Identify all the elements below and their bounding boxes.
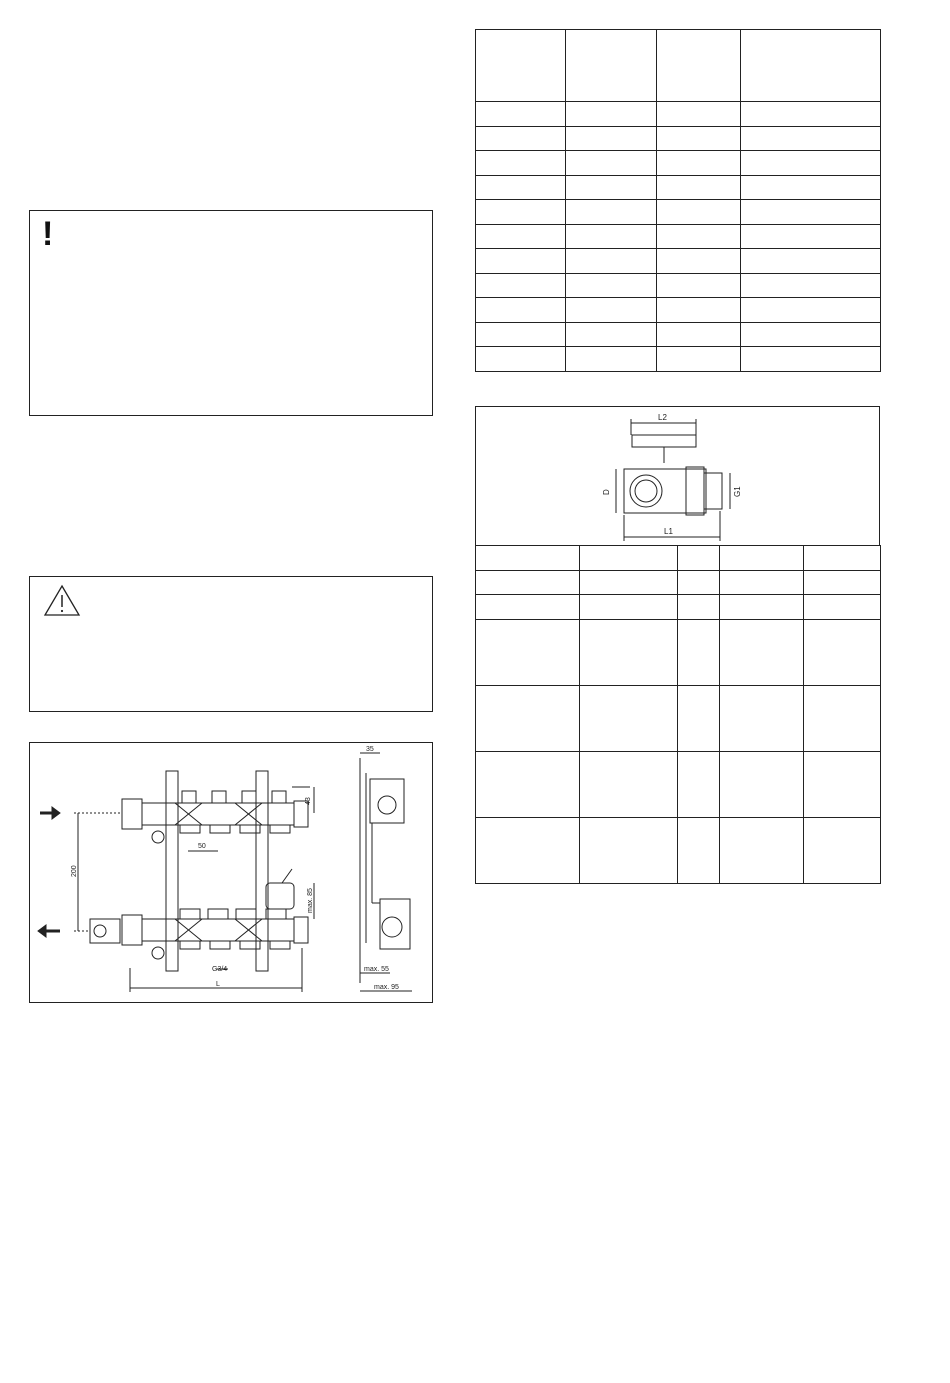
table-cell <box>657 175 741 200</box>
dim-depth-top: 35 <box>366 746 374 753</box>
table-cell <box>804 817 881 883</box>
table-cell <box>804 595 881 620</box>
table-cell <box>476 751 580 817</box>
table-cell <box>476 817 580 883</box>
table-row <box>476 298 881 323</box>
valve-label-l2: L2 <box>658 413 667 422</box>
table-cell <box>566 175 657 200</box>
table-row <box>476 200 881 225</box>
table-cell <box>741 347 881 372</box>
table-cell <box>657 151 741 176</box>
table-row <box>476 751 881 817</box>
table-cell <box>476 151 566 176</box>
table-row <box>476 546 881 571</box>
table-cell <box>566 200 657 225</box>
table-cell <box>741 200 881 225</box>
table-cell <box>476 200 566 225</box>
table-cell <box>741 30 881 102</box>
table-cell <box>720 817 804 883</box>
table-cell <box>566 322 657 347</box>
table-cell <box>720 595 804 620</box>
valve-label-l1: L1 <box>664 527 673 536</box>
table-cell <box>580 751 678 817</box>
dim-actuator: max. 85 <box>307 888 314 913</box>
table-cell <box>476 298 566 323</box>
table-cell <box>566 224 657 249</box>
table-cell <box>476 546 580 571</box>
table-cell <box>804 570 881 595</box>
table-cell <box>566 30 657 102</box>
table-cell <box>566 298 657 323</box>
table-cell <box>566 273 657 298</box>
table-cell <box>476 273 566 298</box>
table-cell <box>657 224 741 249</box>
table-cell <box>476 102 566 127</box>
table-cell <box>476 347 566 372</box>
table-cell <box>476 126 566 151</box>
table-cell <box>476 30 566 102</box>
table-row <box>476 570 881 595</box>
table-cell <box>566 151 657 176</box>
notice-box <box>29 210 433 416</box>
table-cell <box>741 249 881 274</box>
table-row <box>476 619 881 685</box>
table-cell <box>678 570 720 595</box>
table-row <box>476 595 881 620</box>
table-cell <box>720 685 804 751</box>
table-cell <box>804 619 881 685</box>
table-cell <box>804 685 881 751</box>
table-cell <box>678 619 720 685</box>
dim-height: 200 <box>71 865 78 877</box>
table-cell <box>720 546 804 571</box>
table-cell <box>678 751 720 817</box>
table-cell <box>804 546 881 571</box>
table-row <box>476 817 881 883</box>
table-cell <box>476 570 580 595</box>
flow-arrow-left-icon <box>38 925 60 937</box>
dim-thread: G3/4 <box>212 966 228 973</box>
dim-top-right: 43 <box>305 797 312 805</box>
table-cell <box>476 595 580 620</box>
table-cell <box>580 817 678 883</box>
table-cell <box>580 570 678 595</box>
table-cell <box>476 175 566 200</box>
table-cell <box>657 273 741 298</box>
table-cell <box>657 102 741 127</box>
table-cell <box>580 595 678 620</box>
table-cell <box>678 817 720 883</box>
table-cell <box>476 619 580 685</box>
table-cell <box>476 685 580 751</box>
exclamation-icon: ! <box>42 215 54 253</box>
table-cell <box>678 685 720 751</box>
valve-svg <box>476 407 879 545</box>
dim-spacing: 50 <box>198 843 206 850</box>
valve-drawing <box>475 406 880 546</box>
table-cell <box>476 249 566 274</box>
table-cell <box>741 298 881 323</box>
table-row <box>476 175 881 200</box>
table-cell <box>566 249 657 274</box>
table-cell <box>720 751 804 817</box>
table-bottom <box>475 545 881 884</box>
table-cell <box>741 273 881 298</box>
table-cell <box>657 126 741 151</box>
table-cell <box>476 224 566 249</box>
table-row <box>476 224 881 249</box>
table-row <box>476 126 881 151</box>
table-cell <box>580 546 678 571</box>
table-cell <box>566 102 657 127</box>
table-cell <box>741 224 881 249</box>
table-cell <box>580 685 678 751</box>
table-cell <box>476 322 566 347</box>
table-top <box>475 29 881 372</box>
dim-depth-max: max. 95 <box>374 984 399 991</box>
dim-depth-mid: max. 55 <box>364 966 389 973</box>
table-cell <box>741 175 881 200</box>
table-row <box>476 249 881 274</box>
valve-label-d: D <box>602 489 611 495</box>
table-cell <box>741 151 881 176</box>
table-row <box>476 347 881 372</box>
manifold-drawing <box>29 742 433 1003</box>
table-cell <box>720 619 804 685</box>
table-cell <box>657 298 741 323</box>
table-row <box>476 102 881 127</box>
dim-length: L <box>216 981 220 988</box>
warning-triangle-icon <box>42 583 82 619</box>
table-cell <box>720 570 804 595</box>
table-cell <box>657 30 741 102</box>
table-row <box>476 273 881 298</box>
table-cell <box>678 595 720 620</box>
table-cell <box>580 619 678 685</box>
table-cell <box>566 126 657 151</box>
table-row <box>476 151 881 176</box>
table-row <box>476 322 881 347</box>
table-cell <box>741 102 881 127</box>
table-row <box>476 30 881 102</box>
table-cell <box>804 751 881 817</box>
table-cell <box>657 347 741 372</box>
manifold-svg <box>30 743 432 1002</box>
table-cell <box>657 322 741 347</box>
table-cell <box>741 322 881 347</box>
table-cell <box>566 347 657 372</box>
table-row <box>476 685 881 751</box>
warning-box <box>29 576 433 712</box>
flow-arrow-right-icon <box>40 807 60 819</box>
valve-label-g1: G1 <box>733 486 742 497</box>
table-cell <box>657 200 741 225</box>
table-cell <box>678 546 720 571</box>
table-cell <box>741 126 881 151</box>
table-cell <box>657 249 741 274</box>
